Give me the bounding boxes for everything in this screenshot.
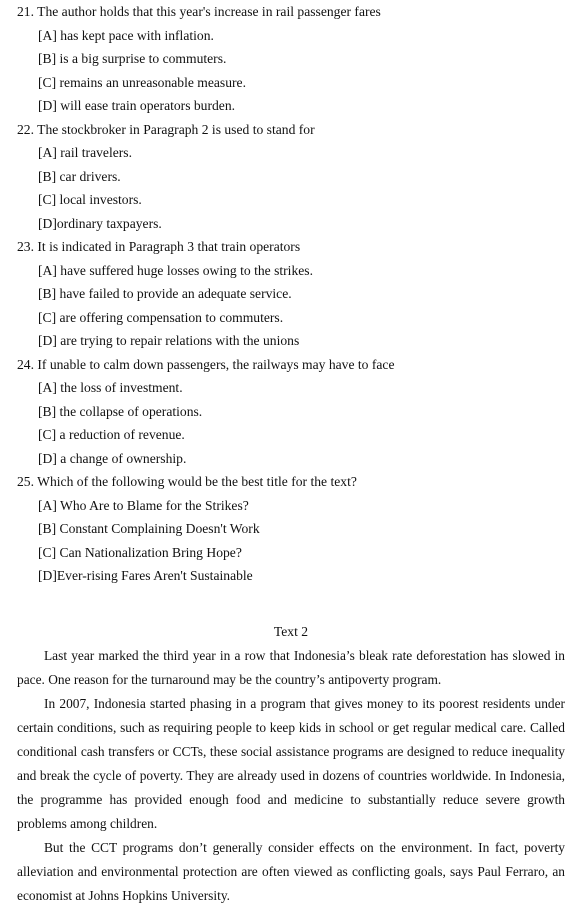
question-stem: 23. It is indicated in Paragraph 3 that train operators	[17, 239, 301, 254]
option-d: [D]ordinary taxpayers.	[38, 215, 162, 231]
option-b: [B] car drivers.	[38, 168, 121, 184]
option-c: [C] remains an unreasonable measure.	[38, 74, 246, 90]
question-stem: 25. Which of the following would be the best title for the text?	[17, 474, 357, 489]
option-a: [A] have suffered huge losses owing to the strikes.	[38, 262, 313, 278]
section-title: Text 2	[273, 624, 309, 639]
option-b: [B] have failed to provide an adequate service.	[38, 286, 292, 301]
question-stem: 22. The stockbroker in Paragraph 2 is used to stand for	[17, 121, 315, 137]
text-2-section	[17, 620, 565, 908]
question-stem: 21. The author holds that this year's increase in rail passenger fares	[17, 4, 381, 19]
option-d: [D] will ease train operators burden.	[38, 98, 236, 113]
question-22	[17, 118, 572, 236]
paragraph-2: In 2007, Indonesia started phasing in a program that gives money to its poorest residents under certain conditions, such as requiring people to keep kids in school or get regular medical care. Called conditional cash transfers or CCTs, these social assistance programs are designed to reduce inequality and break the cycle of poverty. They are already used in dozens of countries worldwide. In Indonesia, the programme has provided enough food and medicine to substantially reduce severe growth problems among children.	[17, 696, 565, 831]
question-stem: 24. If unable to calm down passengers, the railways may have to face	[17, 356, 395, 372]
option-c: [C] Can Nationalization Bring Hope?	[38, 544, 242, 560]
option-c: [C] local investors.	[38, 192, 142, 207]
question-23	[17, 235, 572, 353]
option-a: [A] the loss of investment.	[38, 380, 183, 395]
option-a: [A] has kept pace with inflation.	[38, 27, 214, 43]
paragraph-3: But the CCT programs don’t generally consider effects on the environment. In fact, poverty alleviation and environmental protection are often viewed as conflicting goals, says Paul Ferraro, an economist at Johns Hopkins University.	[17, 840, 565, 903]
option-d: [D]Ever-rising Fares Aren't Sustainable	[38, 568, 253, 583]
option-b: [B] Constant Complaining Doesn't Work	[38, 521, 260, 536]
option-d: [D] are trying to repair relations with the unions	[38, 333, 300, 348]
question-21	[17, 0, 572, 118]
question-24	[17, 353, 572, 471]
question-25	[17, 470, 572, 588]
option-d: [D] a change of ownership.	[38, 450, 187, 466]
option-c: [C] are offering compensation to commuters.	[38, 309, 284, 325]
option-b: [B] the collapse of operations.	[38, 403, 203, 419]
question-list	[17, 0, 572, 588]
option-a: [A] rail travelers.	[38, 145, 132, 160]
option-c: [C] a reduction of revenue.	[38, 427, 185, 442]
option-a: [A] Who Are to Blame for the Strikes?	[38, 497, 249, 513]
paragraph-1: Last year marked the third year in a row that Indonesia’s bleak rate deforestation has slowed in pace. One reason for the turnaround may be the country’s antipoverty program.	[17, 648, 565, 687]
option-b: [B] is a big surprise to commuters.	[38, 51, 227, 66]
